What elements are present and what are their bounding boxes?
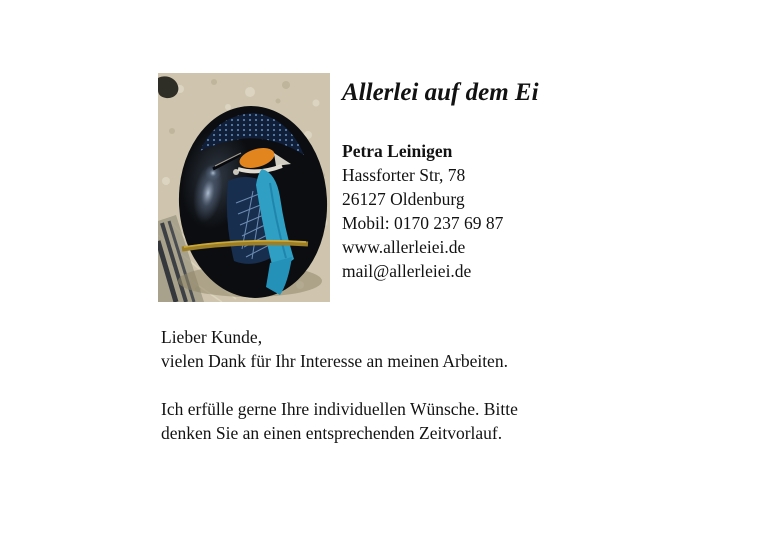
- contact-block: [342, 139, 503, 283]
- contact-street: Hassforter Str, 78: [342, 165, 466, 185]
- contact-email: mail@allerleiei.de: [342, 261, 472, 281]
- letter-line: vielen Dank für Ihr Interesse an meinen Arbeiten.: [161, 351, 508, 371]
- contact-city: 26127 Oldenburg: [342, 189, 465, 209]
- kingfisher-egg-image: [158, 73, 330, 302]
- contact-name: Petra Leinigen: [342, 141, 453, 161]
- letter-body: [161, 325, 518, 445]
- contact-mobile: Mobil: 0170 237 69 87: [342, 213, 504, 233]
- page-title: Allerlei auf dem Ei: [342, 79, 539, 106]
- letter-line: denken Sie an einen entsprechenden Zeitvorlauf.: [161, 423, 503, 443]
- kingfisher-egg-photo: [158, 73, 330, 302]
- contact-website: www.allerleiei.de: [342, 237, 466, 257]
- letter-line: Ich erfülle gerne Ihre individuellen Wünsche. Bitte: [161, 399, 518, 419]
- letter-salutation: Lieber Kunde,: [161, 327, 263, 347]
